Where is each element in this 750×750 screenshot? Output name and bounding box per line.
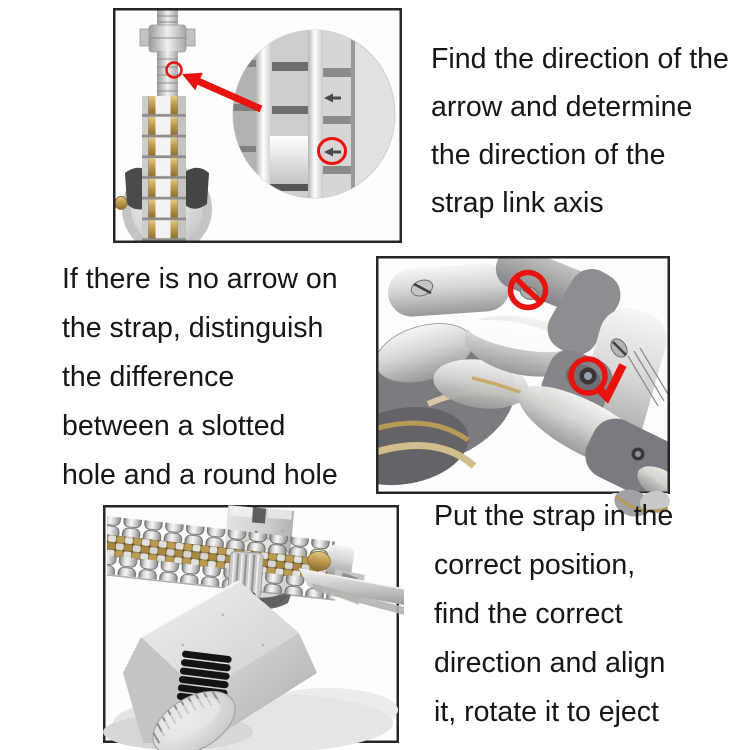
step3-text-line: it, rotate it to eject [434, 696, 659, 728]
step1-text-line: strap link axis [431, 187, 604, 219]
step1-text-line: the direction of the [431, 139, 666, 171]
step2-text-line: the strap, distinguish [62, 312, 324, 344]
step3-photo-link-remover-tool [103, 505, 399, 743]
step3-text-line: Put the strap in the [434, 500, 674, 532]
watch-crown [115, 197, 127, 210]
step2-photo-links-closeup [376, 256, 670, 494]
step3-text-line: find the correct [434, 598, 623, 630]
step2-text-line: the difference [62, 361, 235, 393]
step3-text-line: correct position, [434, 549, 636, 581]
step3-text [434, 492, 673, 737]
step2-text [62, 255, 338, 500]
step3-text-line: direction and align [434, 647, 666, 679]
step2-text-line: If there is no arrow on [62, 263, 338, 295]
step2-text-line: between a slotted [62, 410, 286, 442]
step1-text-line: Find the direction of the [431, 43, 729, 75]
two-tone-bracelet [142, 96, 186, 241]
step1-text [431, 35, 729, 227]
step2-text-line: hole and a round hole [62, 459, 338, 491]
step1-text-line: arrow and determine [431, 91, 693, 123]
step1-photo-watch-with-magnifier [113, 8, 402, 243]
